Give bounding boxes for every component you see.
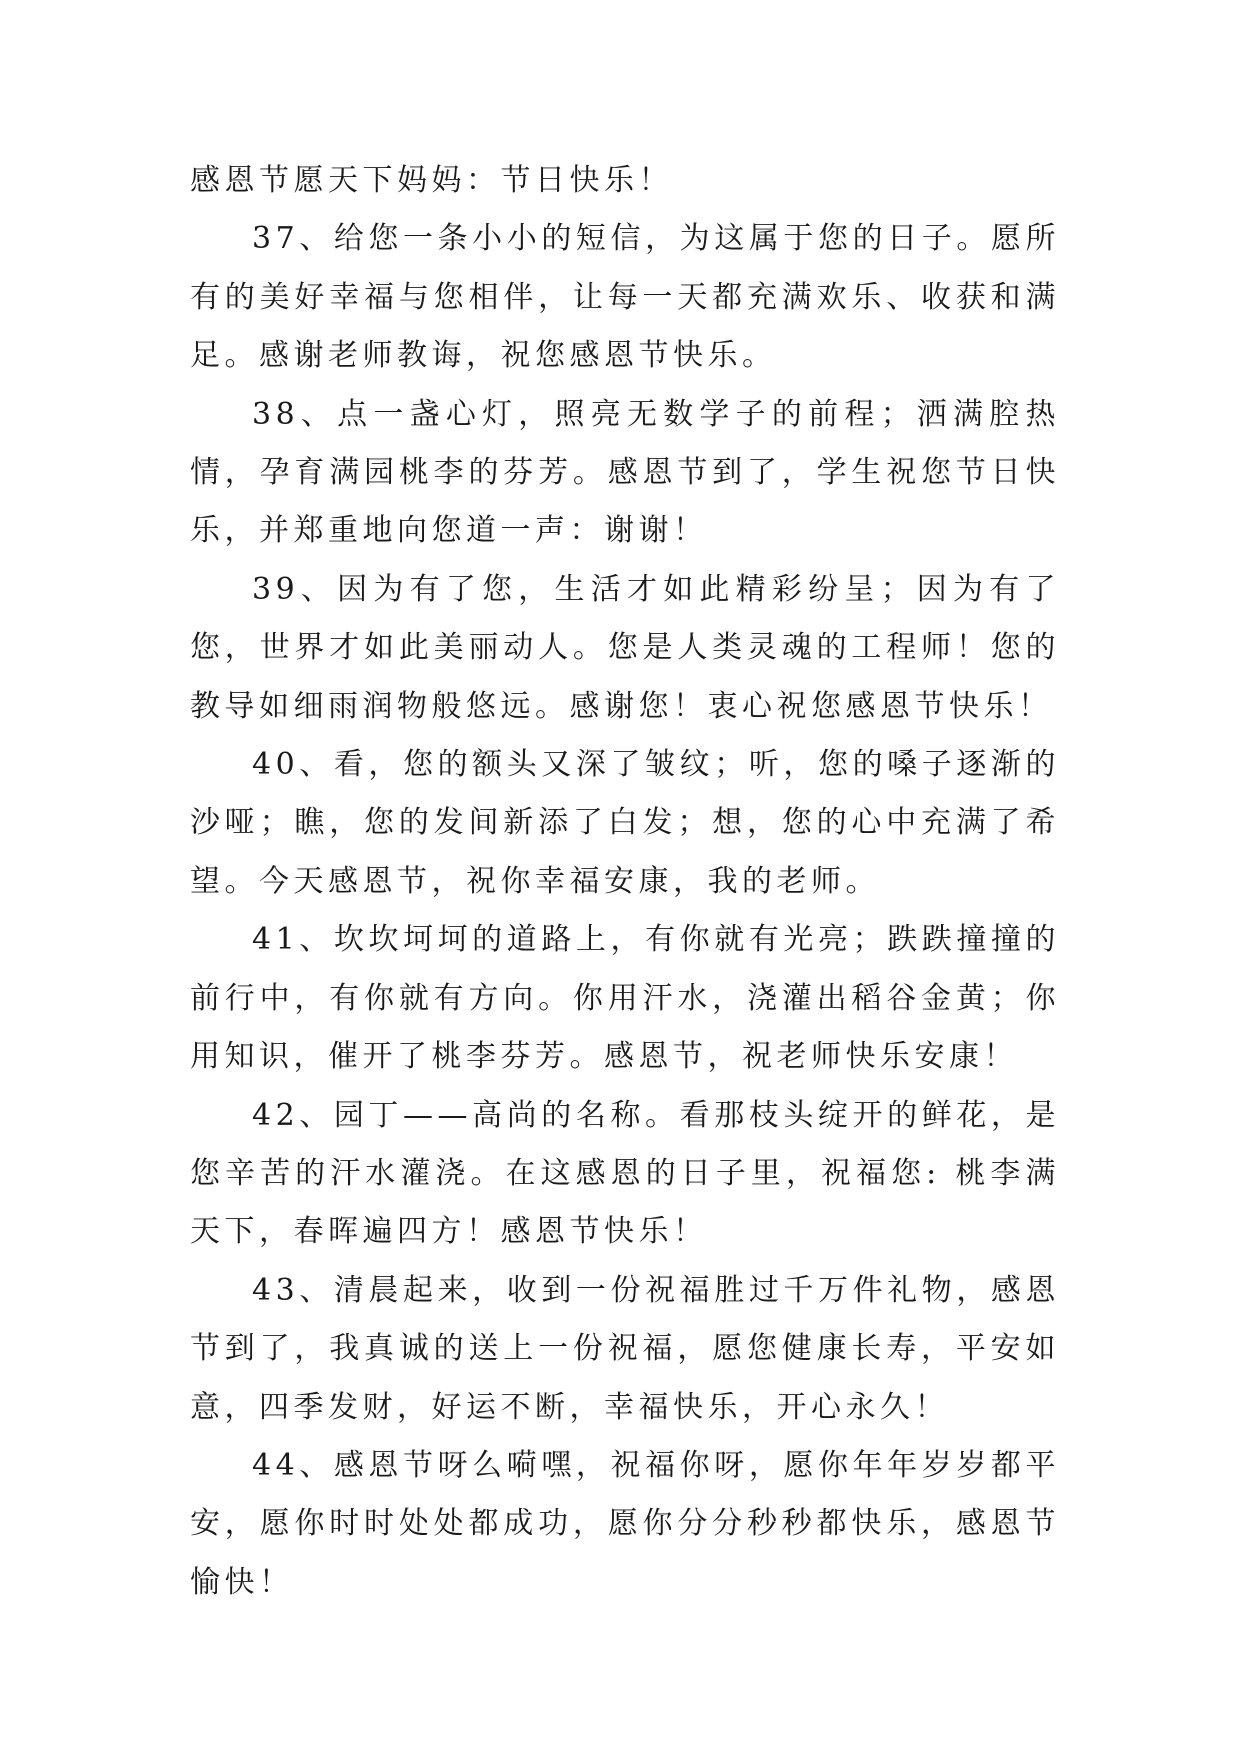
paragraph-item-39: 39、因为有了您，生活才如此精彩纷呈；因为有了您，世界才如此美丽动人。您是人类灵魂的工程师！您的教导如细雨润物般悠远。感谢您！衷心祝您感恩节快乐！: [190, 571, 1060, 724]
paragraph-item-43: 43、清晨起来，收到一份祝福胜过千万件礼物，感恩节到了，我真诚的送上一份祝福，愿您健康长寿，平安如意，四季发财，好运不断，幸福快乐，开心永久！: [190, 1272, 1060, 1425]
document-body: [190, 152, 1060, 1612]
paragraph-item-41: 41、坎坎坷坷的道路上，有你就有光亮；跌跌撞撞的前行中，有你就有方向。你用汗水，浇灌出稻谷金黄；你用知识，催开了桃李芬芳。感恩节，祝老师快乐安康！: [190, 922, 1060, 1075]
paragraph-item-40: 40、看，您的额头又深了皱纹；听，您的嗓子逐渐的沙哑；瞧，您的发间新添了白发；想，您的心中充满了希望。今天感恩节，祝你幸福安康，我的老师。: [190, 747, 1060, 899]
paragraph-continuation: 感恩节愿天下妈妈：节日快乐！: [190, 163, 673, 198]
paragraph-item-44: 44、感恩节呀么嗬嘿，祝福你呀，愿你年年岁岁都平安，愿你时时处处都成功，愿你分分秒秒都快乐，感恩节愉快！: [190, 1447, 1060, 1600]
paragraph-item-38: 38、点一盏心灯，照亮无数学子的前程；洒满腔热情，孕育满园桃李的芬芳。感恩节到了，学生祝您节日快乐，并郑重地向您道一声：谢谢！: [190, 396, 1060, 549]
paragraph-item-42: 42、园丁——高尚的名称。看那枝头绽开的鲜花，是您辛苦的汗水灌浇。在这感恩的日子里，祝福您: 桃李满天下，春晖遍四方！感恩节快乐！: [190, 1097, 1060, 1250]
paragraph-item-37: 37、给您一条小小的短信，为这属于您的日子。愿所有的美好幸福与您相伴，让每一天都充满欢乐、收获和满足。感谢老师教诲，祝您感恩节快乐。: [190, 221, 1060, 374]
